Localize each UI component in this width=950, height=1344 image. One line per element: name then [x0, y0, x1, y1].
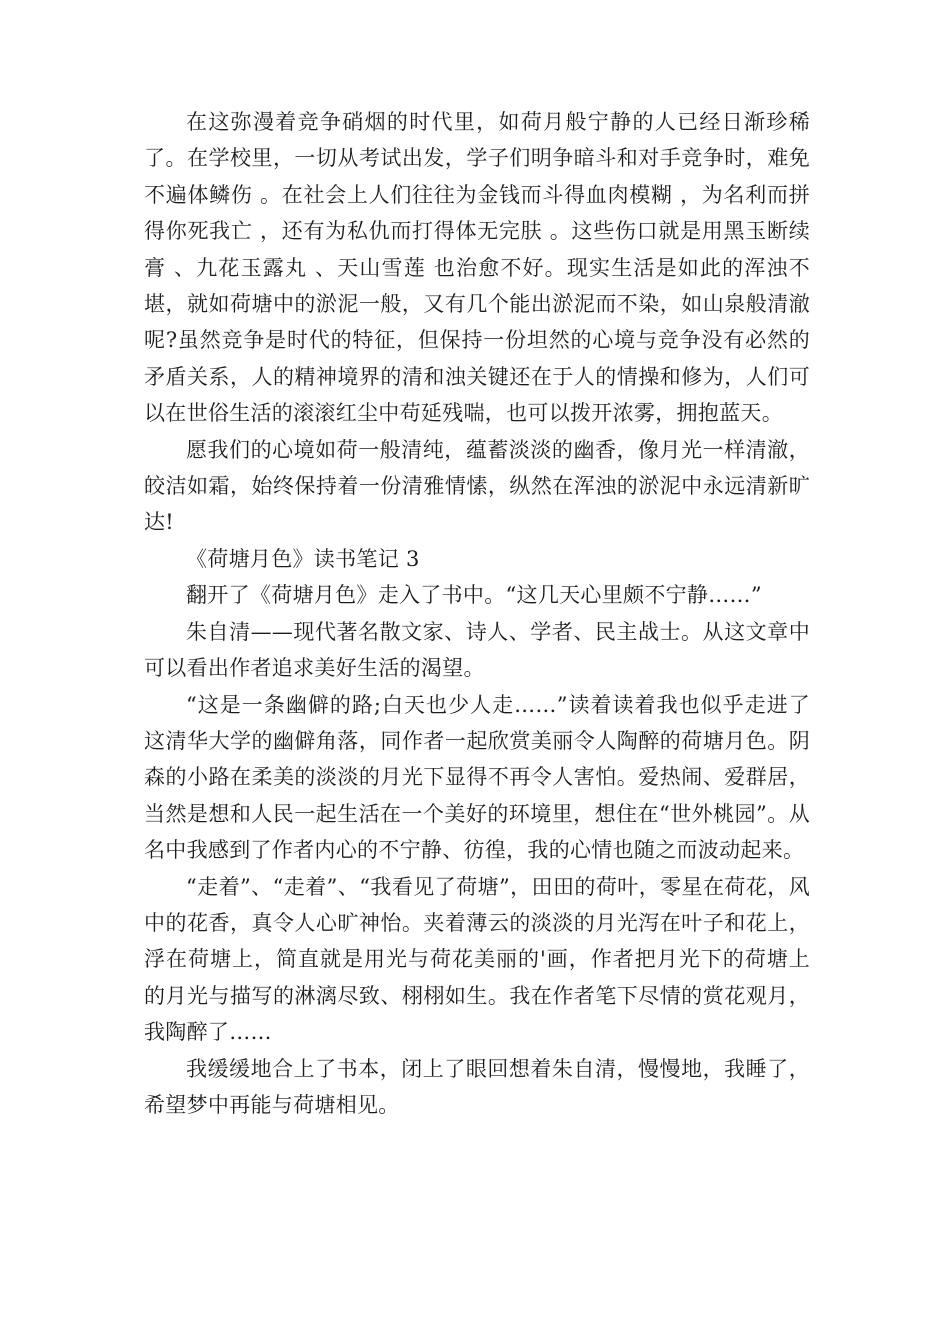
paragraph-path: “这是一条幽僻的路;白天也少人走……”读着读着我也似乎走进了这清华大学的幽僻角落，同作者一起欣赏美丽令人陶醉的荷塘月色。阴森的小路在柔美的淡淡的月光下显得不再令人害怕。爱热闹、爱群居，当然是想和人民一起生活在一个美好的环境里，想住在“世外桃园”。从名中我感到了作者内心的不宁静、彷徨，我的心情也随之而波动起来。: [144, 692, 810, 863]
paragraph-wish: 愿我们的心境如荷一般清纯，蕴蓄淡淡的幽香，像月光一样清澈，皎洁如霜，始终保持着一份清雅情愫，纵然在浑浊的淤泥中永远清新旷达!: [144, 437, 810, 535]
paragraph-closing: 我缓缓地合上了书本，闭上了眼回想着朱自清，慢慢地，我睡了，希望梦中再能与荷塘相见。: [144, 1056, 810, 1117]
paragraph-author: 朱自清——现代著名散文家、诗人、学者、民主战士。从这文章中可以看出作者追求美好生活的渴望。: [144, 619, 810, 681]
document-page: [144, 104, 810, 1123]
paragraph-open-book: 翻开了《荷塘月色》走入了书中。“这几天心里颇不宁静……”: [186, 583, 762, 608]
paragraph-competition: 在这弥漫着竞争硝烟的时代里，如荷月般宁静的人已经日渐珍稀了。在学校里，一切从考试出发，学子们明争暗斗和对手竞争时，难免不遍体鳞伤 。在社会上人们往往为金钱而斗得血肉模糊 ，为名利而拼得你死我亡 ，还有为私仇而打得体无完肤 。这些伤口就是用黑玉断续膏 、九花玉露丸 、天山雪莲 也治愈不好。现实生活是如此的浑浊不堪，就如荷塘中的淤泥一般，又有几个能出淤泥而不染，如山泉般清澈呢?虽然竞争是时代的特征，但保持一份坦然的心境与竞争没有必然的矛盾关系，人的精神境界的清和浊关键还在于人的情操和修为，人们可以在世俗生活的滚滚红尘中苟延残喘，也可以拨开浓雾，拥抱蓝天。: [144, 110, 810, 426]
paragraph-lotus: “走着”、“走着”、“我看见了荷塘”，田田的荷叶，零星在荷花，风中的花香，真令人心旷神怡。夹着薄云的淡淡的月光泻在叶子和花上，浮在荷塘上，简直就是用光与荷花美丽的'画，作者把月光下的荷塘上的月光与描写的淋漓尽致、栩栩如生。我在作者笔下尽情的赏花观月，我陶醉了……: [144, 874, 810, 1045]
section-heading: 《荷塘月色》读书笔记 3: [186, 546, 420, 571]
